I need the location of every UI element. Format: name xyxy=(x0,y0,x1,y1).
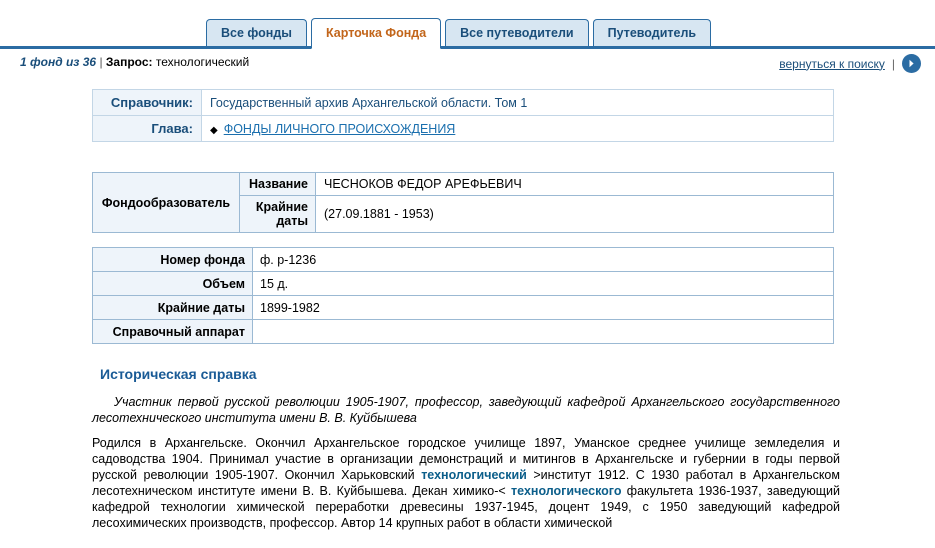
query-separator: | xyxy=(99,55,103,69)
table-row xyxy=(93,320,834,344)
field-value-reference-apparatus xyxy=(253,320,834,344)
chapter-label: Глава: xyxy=(93,116,202,142)
historical-note-title: Историческая справка xyxy=(100,366,257,382)
guide-label: Справочник: xyxy=(93,90,202,116)
historical-note-section xyxy=(92,366,840,531)
chapter-link[interactable]: ФОНДЫ ЛИЧНОГО ПРОИСХОЖДЕНИЯ xyxy=(223,121,456,136)
chapter-value-cell xyxy=(202,116,834,142)
field-label-fund-number: Номер фонда xyxy=(93,248,253,272)
query-term: технологический xyxy=(155,55,250,69)
query-summary xyxy=(20,55,249,69)
table-row xyxy=(93,116,834,142)
note-part-1: Родился в Архангельске. Окончил Архангельское городское училище 1897, Уманское среднее училище земледелия и садоводства 1904. Принимал участие в организации демонстраций и митингов в Архангельске и губернии в годы первой русской революции 1905-1907. Окончил Харьковский xyxy=(92,436,840,482)
table-row xyxy=(93,173,834,196)
note-part-3: факультета 1936-1937, заведующий кафедрой технологии химической переработки древесины 1937-1945, доцент 1949, с 1950 заведующий кафедрой лесохимических производств, профессор. Автор 14 крупных работ в области химической xyxy=(92,484,840,530)
note-highlight-2: технологического xyxy=(511,484,622,498)
query-label: Запрос: xyxy=(105,55,153,69)
table-row xyxy=(93,90,834,116)
founder-name-label: Название xyxy=(240,173,316,196)
field-label-reference-apparatus: Справочный аппарат xyxy=(93,320,253,344)
founder-row-label: Фондообразователь xyxy=(93,173,240,233)
historical-note-body xyxy=(92,435,840,531)
field-value-volume: 15 д. xyxy=(253,272,834,296)
field-value-extreme-dates: 1899-1982 xyxy=(253,296,834,320)
tab-all-guides[interactable]: Все путеводители xyxy=(445,19,588,46)
tab-all-funds[interactable]: Все фонды xyxy=(206,19,307,46)
field-label-extreme-dates: Крайние даты xyxy=(93,296,253,320)
table-row xyxy=(93,296,834,320)
fund-card-content xyxy=(0,75,935,531)
arrow-right-icon[interactable] xyxy=(902,54,921,73)
founder-dates-label: Крайние даты xyxy=(240,196,316,233)
founder-dates-value: (27.09.1881 - 1953) xyxy=(316,196,834,233)
note-highlight-1: технологический xyxy=(421,468,527,482)
result-count: 1 фонд из 36 xyxy=(20,55,97,69)
note-part-2: >институт 1912. С 1930 работал в Архангельском лесотехническом институте имени В. В. Куйбышева. Декан химико-< xyxy=(92,468,840,498)
tab-fund-card[interactable]: Карточка Фонда xyxy=(311,18,441,49)
tab-guide[interactable]: Путеводитель xyxy=(593,19,711,46)
fund-fields-table xyxy=(92,247,834,344)
table-row xyxy=(93,248,834,272)
table-row xyxy=(93,272,834,296)
founder-name-value: ЧЕСНОКОВ ФЕДОР АРЕФЬЕВИЧ xyxy=(316,173,834,196)
guide-info-table xyxy=(92,89,834,142)
diamond-bullet-icon: ◆ xyxy=(210,124,218,136)
founder-table xyxy=(92,172,834,233)
historical-note-italic: Участник первой русской революции 1905-1907, профессор, заведующий кафедрой Архангельского государственного лесотехнического института имени В. В. Куйбышева xyxy=(92,395,840,425)
field-label-volume: Объем xyxy=(93,272,253,296)
query-actions xyxy=(779,54,921,73)
query-bar xyxy=(0,49,935,75)
actions-divider: | xyxy=(891,56,895,71)
back-to-search-link[interactable]: вернуться к поиску xyxy=(779,56,885,71)
tab-bar xyxy=(0,0,935,49)
guide-value: Государственный архив Архангельской области. Том 1 xyxy=(202,90,834,116)
tab-list xyxy=(206,15,711,46)
field-value-fund-number: ф. р-1236 xyxy=(253,248,834,272)
